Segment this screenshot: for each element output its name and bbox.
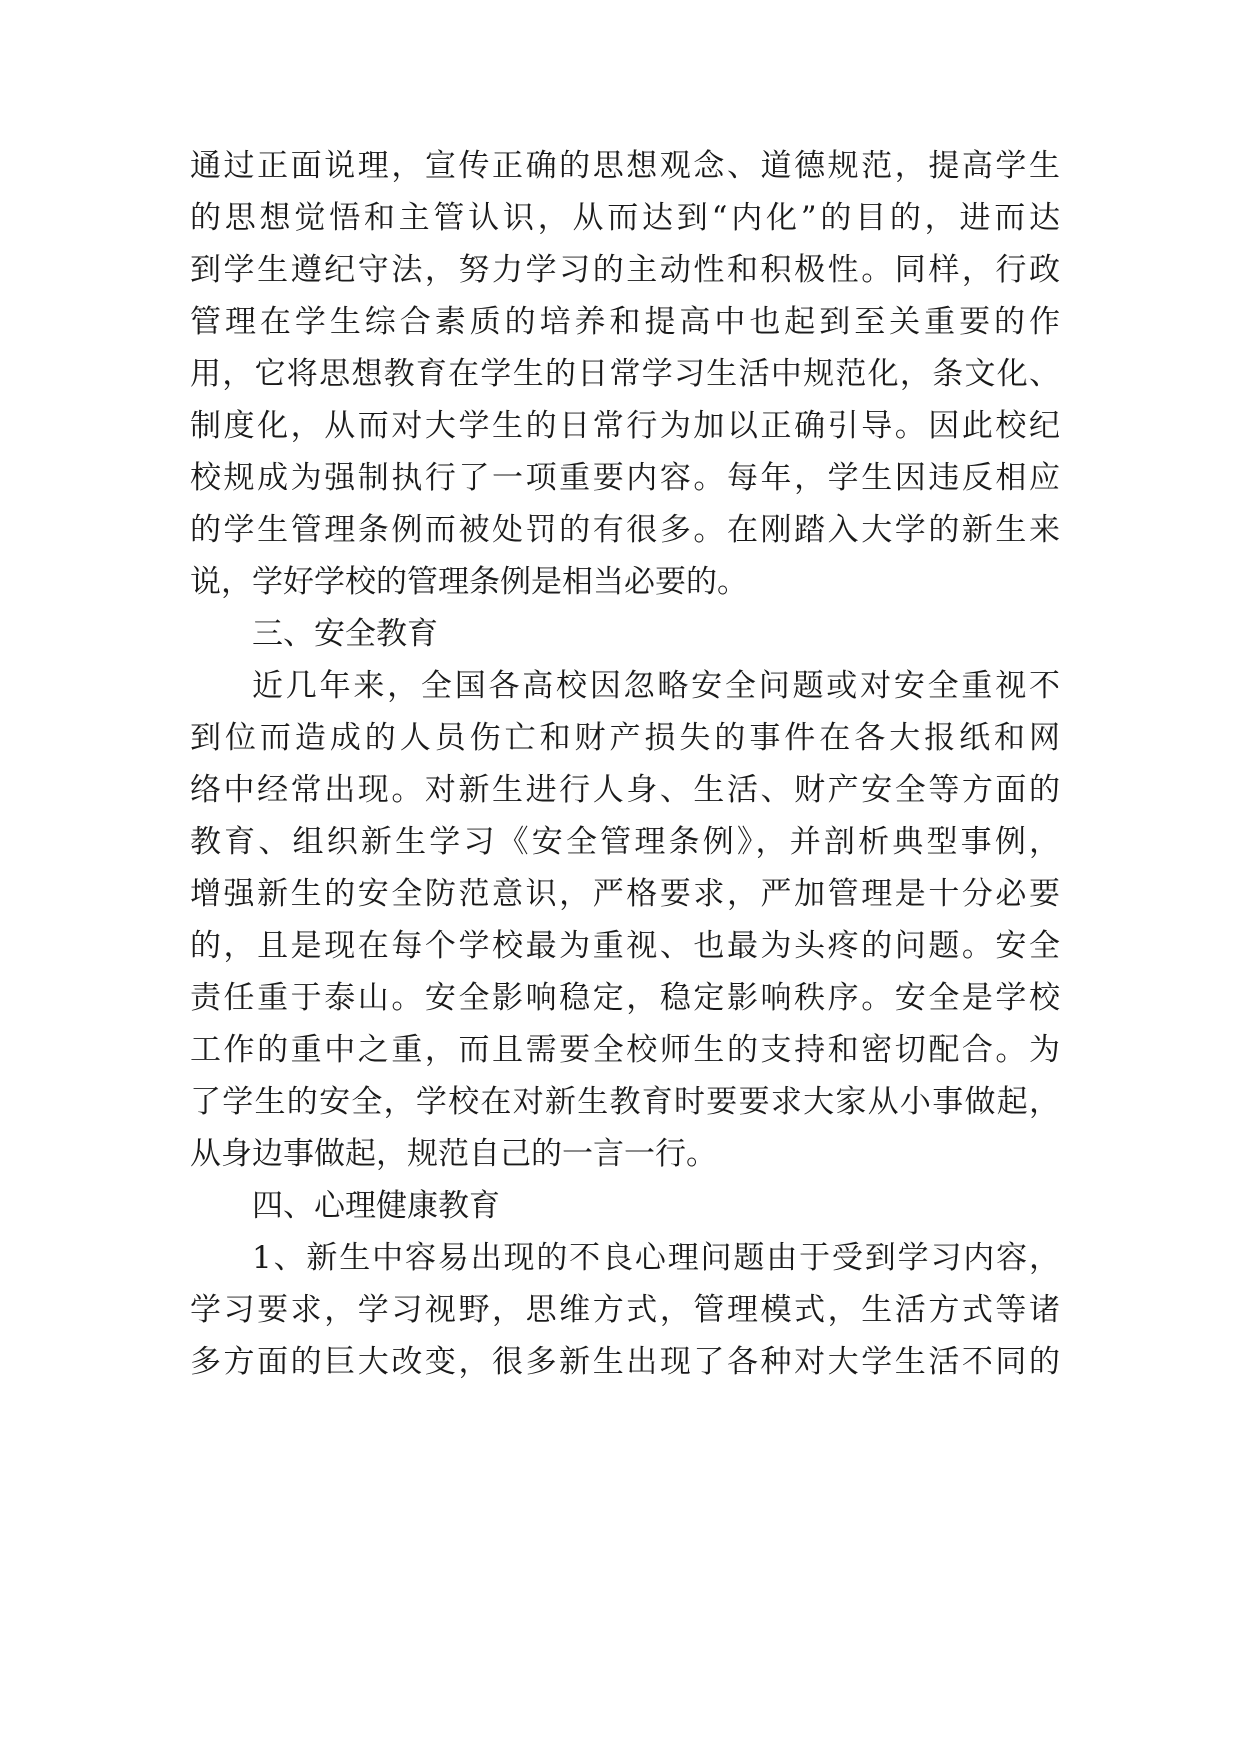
paragraph-line: 校规成为强制执行了一项重要内容。每年，学生因违反相应 [190,460,1060,496]
paragraph-line: 的学生管理条例而被处罚的有很多。在刚踏入大学的新生来 [190,512,1060,548]
paragraph-line: 管理在学生综合素质的培养和提高中也起到至关重要的作 [190,304,1060,340]
section-heading: 四、心理健康教育 [252,1188,500,1224]
paragraph-line: 的思想觉悟和主管认识，从而达到“内化”的目的，进而达 [190,200,1060,236]
paragraph-line: 说，学好学校的管理条例是相当必要的。 [190,564,748,600]
paragraph-line: 从身边事做起，规范自己的一言一行。 [190,1136,717,1172]
paragraph-line: 了学生的安全，学校在对新生教育时要要求大家从小事做起， [190,1084,1060,1120]
section-heading: 三、安全教育 [252,616,438,652]
paragraph-line: 制度化，从而对大学生的日常行为加以正确引导。因此校纪 [190,408,1060,444]
paragraph-line: 到学生遵纪守法，努力学习的主动性和积极性。同样，行政 [190,252,1060,288]
paragraph-line: 工作的重中之重，而且需要全校师生的支持和密切配合。为 [190,1032,1060,1068]
paragraph-line: 的，且是现在每个学校最为重视、也最为头疼的问题。安全 [190,928,1060,964]
paragraph-line: 络中经常出现。对新生进行人身、生活、财产安全等方面的 [190,772,1060,808]
paragraph-line: 学习要求，学习视野，思维方式，管理模式，生活方式等诸 [190,1292,1060,1328]
paragraph-line: 责任重于泰山。安全影响稳定，稳定影响秩序。安全是学校 [190,980,1060,1016]
paragraph-line: 用，它将思想教育在学生的日常学习生活中规范化，条文化、 [190,356,1060,392]
paragraph-line: 通过正面说理，宣传正确的思想观念、道德规范，提高学生 [190,148,1060,184]
paragraph-line: 多方面的巨大改变，很多新生出现了各种对大学生活不同的 [190,1344,1060,1380]
paragraph-line: 近几年来，全国各高校因忽略安全问题或对安全重视不 [252,668,1060,704]
paragraph-line: 增强新生的安全防范意识，严格要求，严加管理是十分必要 [190,876,1060,912]
paragraph-line: 1、新生中容易出现的不良心理问题由于受到学习内容， [252,1240,1060,1276]
paragraph-line: 到位而造成的人员伤亡和财产损失的事件在各大报纸和网 [190,720,1060,756]
paragraph-line: 教育、组织新生学习《安全管理条例》，并剖析典型事例， [190,824,1060,860]
